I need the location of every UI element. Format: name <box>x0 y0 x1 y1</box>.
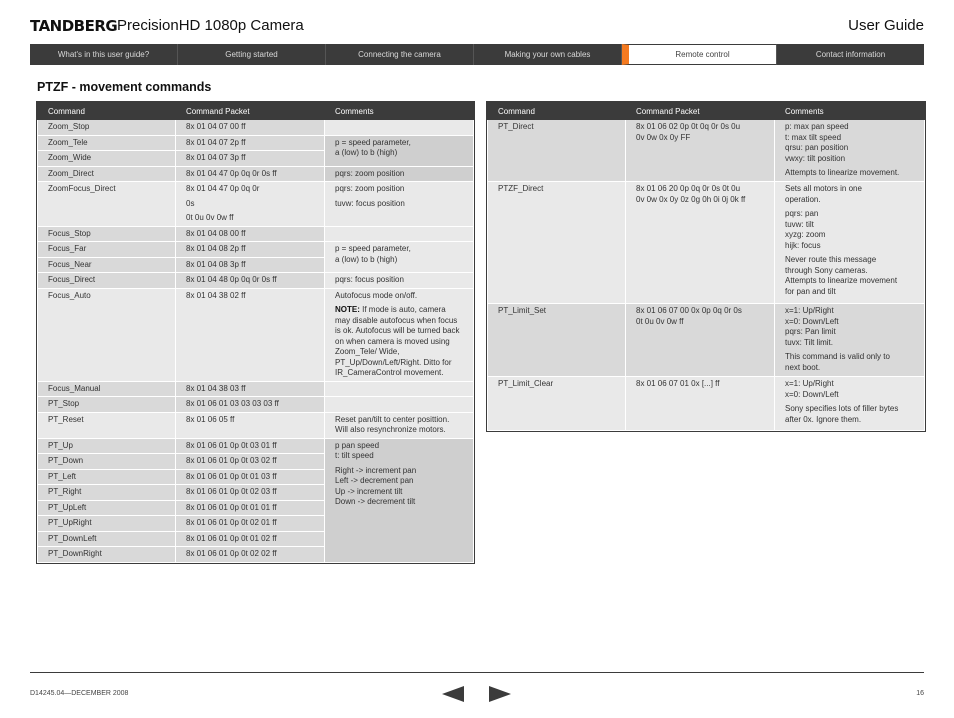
note-text: If mode is auto, camera may disable autofocus when focus is ok. Autofocus will be turned back on when camera is moved using Zoom_Tele/ Wide, PT_Up/Down/Left/Right. Ditto for IR_CameraControl movement. <box>335 305 460 377</box>
packet-line: 8x 01 06 07 01 0x [...] ff <box>636 379 720 388</box>
comment-note <box>335 305 463 379</box>
packet-cell <box>176 182 325 227</box>
comment-line: x=1: Up/Right <box>785 306 834 315</box>
table-row <box>38 120 474 136</box>
comment-line: for pan and tilt <box>785 286 836 296</box>
table-row <box>38 226 474 242</box>
comment-line: xyzg: zoom <box>785 230 826 239</box>
command-cell: PT_Reset <box>38 412 176 438</box>
command-cell: PT_Stop <box>38 397 176 413</box>
comment-line: p pan speed <box>335 440 380 450</box>
command-cell: Focus_Near <box>38 257 176 273</box>
packet-cell: 8x 01 04 08 3p ff <box>176 257 325 273</box>
command-cell: Focus_Manual <box>38 381 176 397</box>
table-row <box>38 412 474 438</box>
comment-block <box>785 168 914 179</box>
comment-line: x=0: Down/Left <box>785 389 839 399</box>
comment-cell <box>775 120 925 182</box>
tab-connecting-camera[interactable]: Connecting the camera <box>326 44 474 65</box>
packet-cell <box>626 304 775 377</box>
comment-cell <box>325 381 474 397</box>
comment-line: a (low) to b (high) <box>335 148 398 157</box>
command-cell: ZoomFocus_Direct <box>38 182 176 227</box>
command-cell: Zoom_Tele <box>38 135 176 151</box>
comment-block <box>785 306 914 348</box>
command-cell: Focus_Far <box>38 242 176 258</box>
next-page-icon[interactable] <box>489 686 511 702</box>
tab-making-cables[interactable]: Making your own cables <box>474 44 622 65</box>
comment-line: next boot. <box>785 362 821 372</box>
comment-line: tuvw: focus position <box>335 198 405 208</box>
comment-line: Sony specifies lots of filler bytes <box>785 404 899 413</box>
packet-cell: 8x 01 06 01 0p 0t 01 03 ff <box>176 469 325 485</box>
comment-line: Autofocus mode on/off. <box>335 290 418 300</box>
section-title: PTZF - movement commands <box>37 80 212 94</box>
packet-cell: 8x 01 04 07 3p ff <box>176 151 325 167</box>
packet-cell: 8x 01 04 08 00 ff <box>176 226 325 242</box>
comment-line: Sets all motors in one <box>785 184 862 193</box>
comment-block <box>785 209 914 251</box>
comment-cell: Reset pan/tilt to center posittion. Will also resynchronize motors. <box>325 412 474 438</box>
comment-block <box>785 184 914 205</box>
column-header-packet: Command Packet <box>626 103 775 120</box>
comment-line: pqrs: pan <box>785 209 819 218</box>
command-cell: PT_UpLeft <box>38 500 176 516</box>
table-row <box>488 304 925 377</box>
comment-cell <box>325 182 474 227</box>
packet-cell: 8x 01 06 01 0p 0t 03 02 ff <box>176 454 325 470</box>
comment-line: operation. <box>785 194 821 204</box>
comment-line: tuvx: Tilt limit. <box>785 337 834 347</box>
note-label: NOTE: <box>335 305 360 314</box>
table-row <box>488 120 925 182</box>
table-row <box>488 182 925 304</box>
comment-line: Up -> increment tilt <box>335 486 403 496</box>
command-cell: Focus_Auto <box>38 288 176 381</box>
command-cell: PT_Right <box>38 485 176 501</box>
command-cell: PT_Down <box>38 454 176 470</box>
column-header-packet: Command Packet <box>176 103 325 120</box>
table-header-row <box>488 103 925 120</box>
packet-cell: 8x 01 04 08 2p ff <box>176 242 325 258</box>
comment-cell: pqrs: focus position <box>325 273 474 289</box>
comment-line: t: tilt speed <box>335 451 374 460</box>
comment-cell <box>775 304 925 377</box>
tab-remote-control[interactable]: Remote control <box>622 44 777 65</box>
comment-line: p: max pan speed <box>785 122 849 131</box>
command-cell: PT_Limit_Clear <box>488 377 626 431</box>
table-row <box>38 273 474 289</box>
comment-line: Left -> decrement pan <box>335 476 414 485</box>
comment-block <box>785 352 914 373</box>
packet-cell: 8x 01 06 01 0p 0t 02 03 ff <box>176 485 325 501</box>
column-header-comments: Comments <box>775 103 925 120</box>
packet-cell <box>626 377 775 431</box>
comment-cell <box>325 288 474 381</box>
packet-line: 0t 0u 0v 0w ff <box>636 316 684 326</box>
table-row <box>38 166 474 182</box>
command-cell: Focus_Stop <box>38 226 176 242</box>
packet-cell: 8x 01 06 01 03 03 03 03 ff <box>176 397 325 413</box>
comment-line: hijk: focus <box>785 240 821 250</box>
command-cell: Focus_Direct <box>38 273 176 289</box>
packet-line: 8x 01 06 02 0p 0t 0q 0r 0s 0u <box>636 122 741 131</box>
packet-cell: 8x 01 04 07 00 ff <box>176 120 325 136</box>
packet-cell: 8x 01 06 01 0p 0t 01 02 ff <box>176 531 325 547</box>
command-cell: Zoom_Direct <box>38 166 176 182</box>
packet-line: 8x 01 04 47 0p 0q 0r <box>186 184 260 193</box>
packet-cell <box>626 182 775 304</box>
comment-line: through Sony cameras. <box>785 265 868 275</box>
command-cell: Zoom_Stop <box>38 120 176 136</box>
packet-cell: 8x 01 06 01 0p 0t 02 02 ff <box>176 547 325 563</box>
comment-line: Right -> increment pan <box>335 465 417 475</box>
comment-cell <box>325 397 474 413</box>
table-row <box>488 377 925 431</box>
column-header-command: Command <box>38 103 176 120</box>
command-cell: PT_DownLeft <box>38 531 176 547</box>
packet-cell: 8x 01 04 47 0p 0q 0r 0s ff <box>176 166 325 182</box>
comment-line: Attempts to linearize movement. <box>785 168 900 177</box>
guide-title: User Guide <box>848 17 924 34</box>
tab-whats-in-guide[interactable]: What's in this user guide? <box>30 44 178 65</box>
comment-line: This command is valid only to <box>785 352 890 361</box>
comment-cell <box>325 120 474 136</box>
comment-line: t: max tilt speed <box>785 132 842 142</box>
comment-cell <box>325 438 474 562</box>
comment-line: a (low) to b (high) <box>335 254 398 264</box>
comment-line: Down -> decrement tilt <box>335 497 416 506</box>
command-cell: PT_Left <box>38 469 176 485</box>
column-header-comments: Comments <box>325 103 474 120</box>
command-cell: PTZF_Direct <box>488 182 626 304</box>
table-row <box>38 381 474 397</box>
packet-line: 8x 01 06 20 0p 0q 0r 0s 0t 0u <box>636 184 741 193</box>
document-id: D14245.04—DECEMBER 2008 <box>30 690 129 697</box>
comment-cell: pqrs: zoom position <box>325 166 474 182</box>
tab-getting-started[interactable]: Getting started <box>178 44 326 65</box>
comment-block <box>785 255 914 297</box>
page-number: 16 <box>916 690 924 697</box>
packet-cell: 8x 01 04 38 03 ff <box>176 381 325 397</box>
comment-cell <box>325 135 474 166</box>
comment-line: vwxy: tilt position <box>785 153 846 163</box>
brand-logo: TANDBERG <box>30 17 118 35</box>
command-cell: PT_Direct <box>488 120 626 182</box>
table-row <box>38 438 474 454</box>
packet-cell: 8x 01 06 01 0p 0t 03 01 ff <box>176 438 325 454</box>
comment-line: p = speed parameter, <box>335 244 411 253</box>
table-row <box>38 288 474 381</box>
comment-block <box>785 122 914 164</box>
packet-cell <box>626 120 775 182</box>
table-row <box>38 397 474 413</box>
left-command-table <box>37 102 474 563</box>
command-cell: PT_Limit_Set <box>488 304 626 377</box>
table-row <box>38 182 474 227</box>
comment-cell <box>325 226 474 242</box>
product-title: PrecisionHD 1080p Camera <box>117 17 304 34</box>
comment-cell <box>775 182 925 304</box>
comment-line: Never route this message <box>785 255 877 264</box>
comment-block <box>785 404 914 425</box>
comment-line: Attempts to linearize movement <box>785 276 898 285</box>
column-header-command: Command <box>488 103 626 120</box>
footer-divider <box>30 672 924 673</box>
packet-line: 0v 0w 0x 0y FF <box>636 132 691 142</box>
previous-page-icon[interactable] <box>442 686 464 702</box>
packet-cell: 8x 01 06 01 0p 0t 01 01 ff <box>176 500 325 516</box>
packet-cell: 8x 01 04 38 02 ff <box>176 288 325 381</box>
table-header-row <box>38 103 474 120</box>
packet-cell: 8x 01 04 48 0p 0q 0r 0s ff <box>176 273 325 289</box>
tab-contact-information[interactable]: Contact information <box>815 50 886 59</box>
packet-cell: 8x 01 06 01 0p 0t 02 01 ff <box>176 516 325 532</box>
command-cell: PT_DownRight <box>38 547 176 563</box>
command-cell: Zoom_Wide <box>38 151 176 167</box>
comment-line: tuvw: tilt <box>785 219 814 229</box>
comment-line: pqrs: Pan limit <box>785 327 836 336</box>
packet-cell: 8x 01 06 05 ff <box>176 412 325 438</box>
page-header <box>30 17 924 39</box>
comment-cell <box>775 377 925 431</box>
packet-line: 0v 0w 0x 0y 0z 0g 0h 0i 0j 0k ff <box>636 194 746 204</box>
comment-line: pqrs: zoom position <box>335 184 405 193</box>
packet-line: 0t 0u 0v 0w ff <box>186 213 234 222</box>
comment-line: qrsu: pan position <box>785 143 849 152</box>
packet-cell: 8x 01 04 07 2p ff <box>176 135 325 151</box>
comment-cell <box>325 242 474 273</box>
top-navigation <box>30 44 924 65</box>
comment-line: x=1: Up/Right <box>785 379 834 388</box>
command-cell: PT_Up <box>38 438 176 454</box>
comment-line: after 0x. Ignore them. <box>785 414 862 424</box>
command-cell: PT_UpRight <box>38 516 176 532</box>
comment-line: x=0: Down/Left <box>785 316 839 326</box>
comment-block <box>785 379 914 400</box>
packet-line: 0s <box>186 198 195 208</box>
table-row <box>38 242 474 258</box>
comment-line: p = speed parameter, <box>335 137 411 147</box>
right-command-table <box>487 102 925 431</box>
packet-line: 8x 01 06 07 00 0x 0p 0q 0r 0s <box>636 306 742 315</box>
table-row <box>38 135 474 151</box>
